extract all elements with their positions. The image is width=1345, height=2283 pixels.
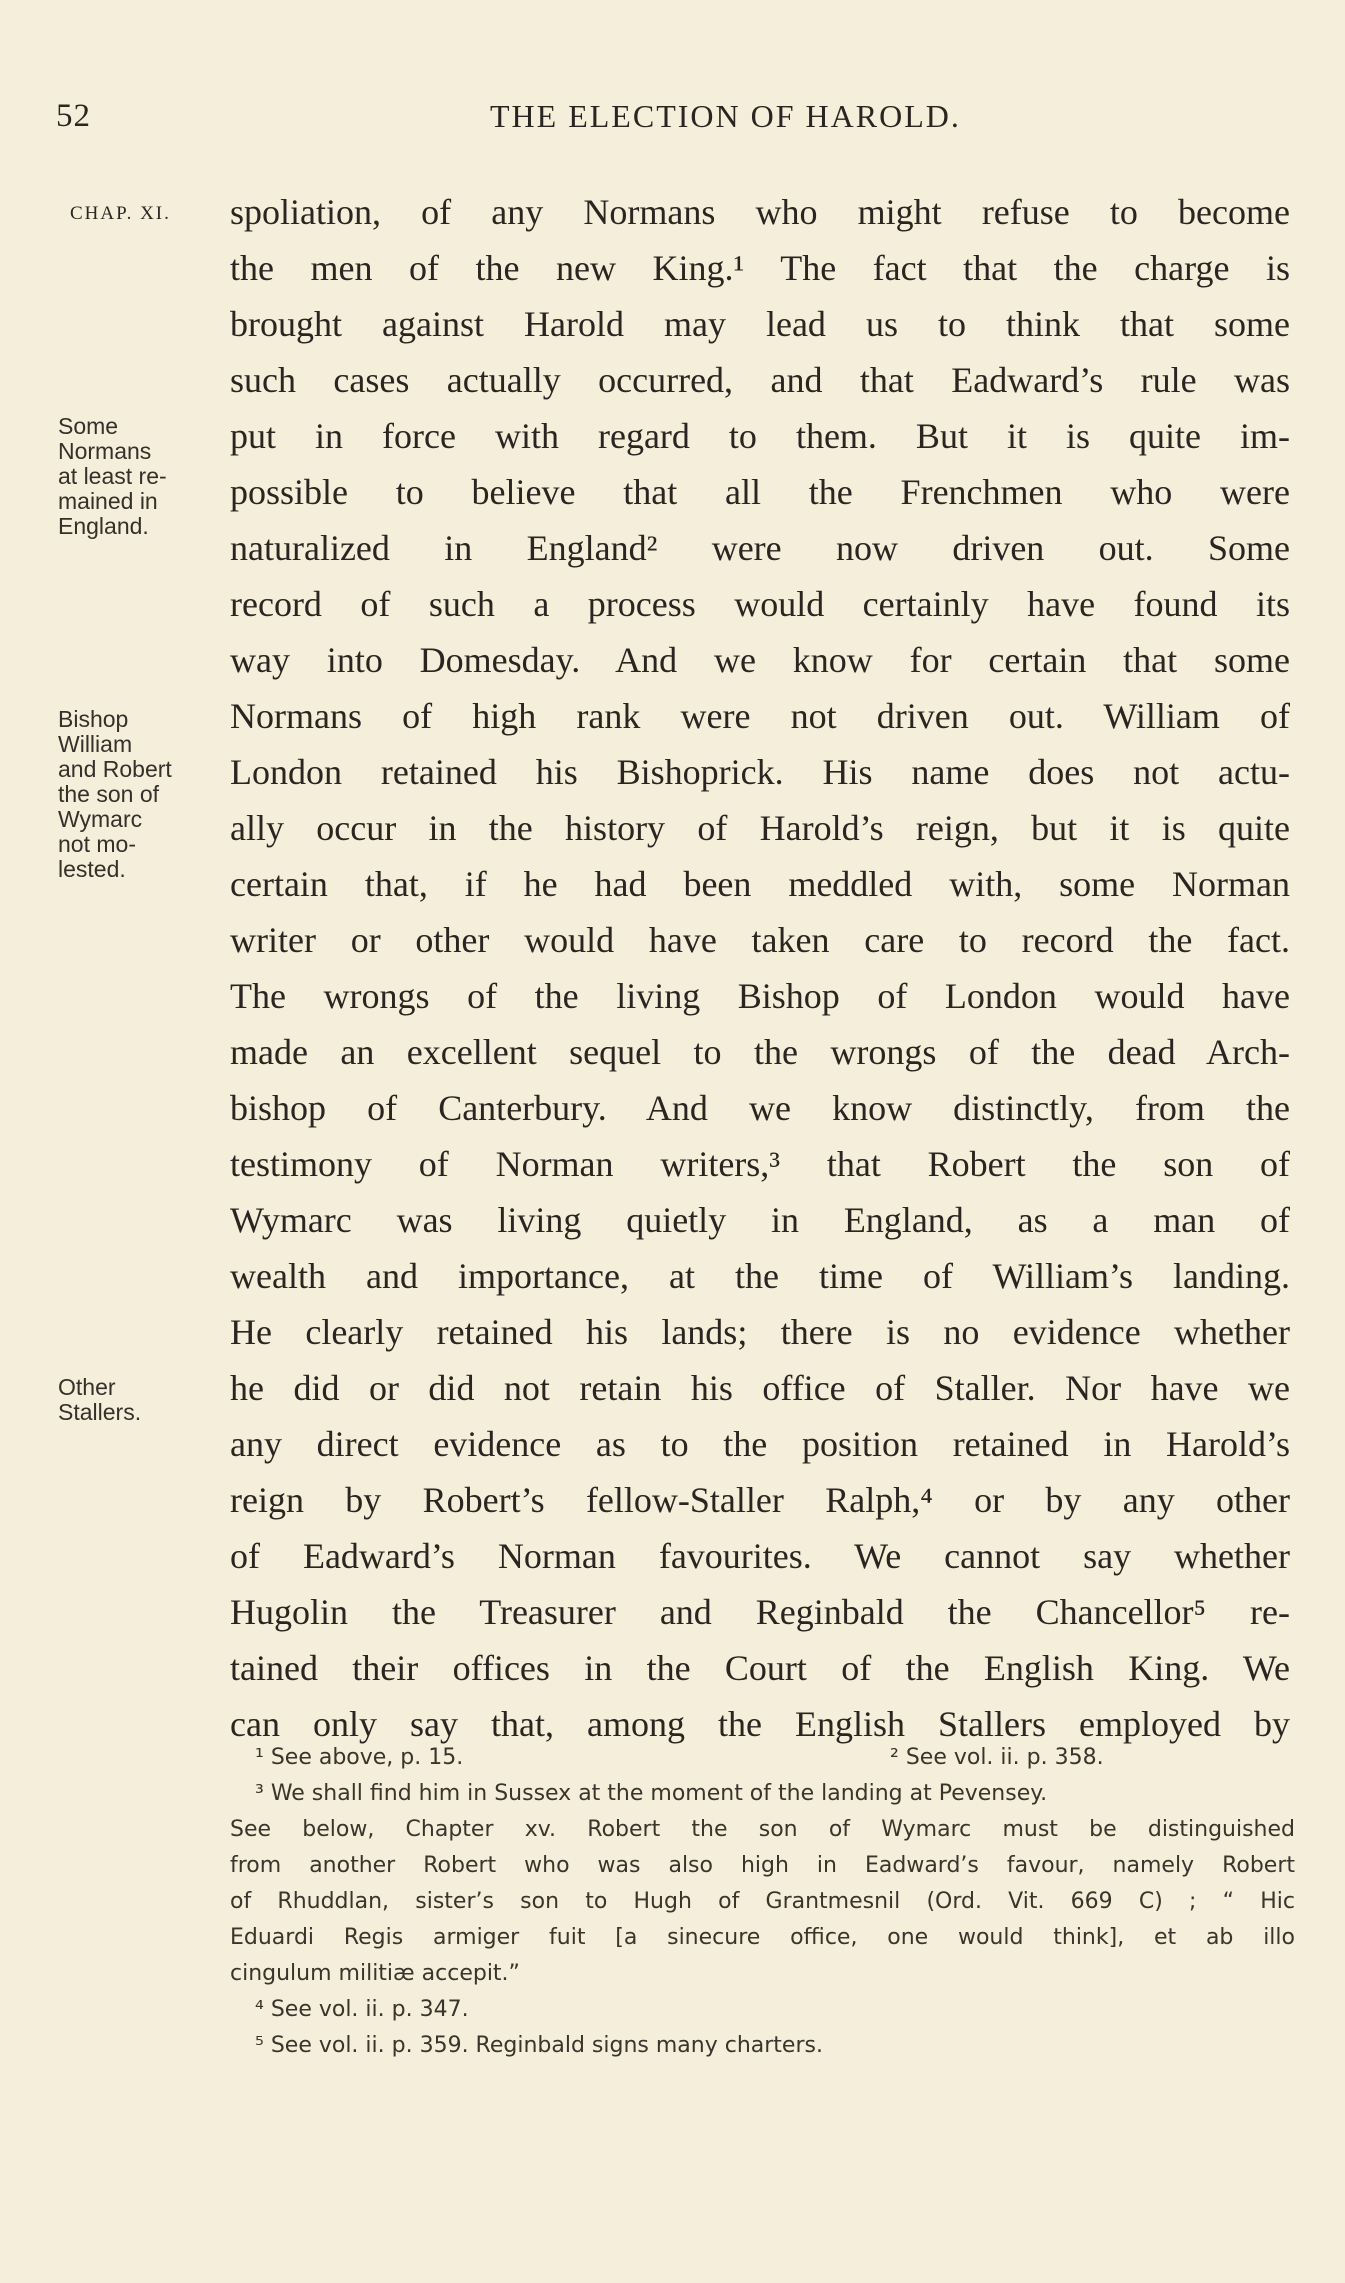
page-header <box>0 98 1345 148</box>
margin-note-line: Bishop <box>58 706 129 732</box>
margin-note-line: and Robert <box>58 756 172 782</box>
text-line: The wrongs of the living Bishop of London would have <box>230 976 1290 1016</box>
text-line: spoliation, of any Normans who might refuse to become <box>230 192 1290 232</box>
footnote-5: ⁵ See vol. ii. p. 359. Reginbald signs many charters. <box>255 2033 823 2058</box>
text-line: record of such a process would certainly have found its <box>230 584 1290 624</box>
footnotes <box>230 1740 1295 2064</box>
footnote-3-line: See below, Chapter xv. Robert the son of Wymarc must be distinguished <box>230 1817 1295 1842</box>
margin-note-line: not mo- <box>58 831 136 857</box>
margin-note-line: England. <box>58 513 149 539</box>
margin-note-line: at least re- <box>58 463 167 489</box>
footnote-3-line: Eduardi Regis armiger fuit [a sinecure office, one would think], et ab illo <box>230 1925 1295 1950</box>
text-line: put in force with regard to them. But it is quite im- <box>230 416 1290 456</box>
margin-note-bishop-william <box>58 707 228 882</box>
margin-note-line: Wymarc <box>58 806 143 832</box>
text-line: can only say that, among the English Stallers employed by <box>230 1704 1290 1744</box>
text-line: tained their offices in the Court of the English King. We <box>230 1648 1290 1688</box>
footnote-2: ² See vol. ii. p. 358. <box>890 1745 1104 1770</box>
body-text <box>230 184 1290 1752</box>
text-line: way into Domesday. And we know for certain that some <box>230 640 1290 680</box>
margin-note-line: William <box>58 731 133 757</box>
text-line: wealth and importance, at the time of William’s landing. <box>230 1256 1290 1296</box>
margin-note-line: lested. <box>58 856 126 882</box>
margin-note-normans <box>58 414 228 539</box>
footnote-1: ¹ See above, p. 15. <box>255 1745 464 1770</box>
text-line: Normans of high rank were not driven out. William of <box>230 696 1290 736</box>
text-line: brought against Harold may lead us to think that some <box>230 304 1290 344</box>
margin-note-line: Other <box>58 1374 116 1400</box>
text-line: London retained his Bishoprick. His name does not actu- <box>230 752 1290 792</box>
page-number: 52 <box>56 98 91 134</box>
footnote-3-line: of Rhuddlan, sister’s son to Hugh of Grantmesnil (Ord. Vit. 669 C) ; “ Hic <box>230 1889 1295 1914</box>
text-line: writer or other would have taken care to record the fact. <box>230 920 1290 960</box>
chapter-label: CHAP. XI. <box>70 203 171 224</box>
text-line: ally occur in the history of Harold’s reign, but it is quite <box>230 808 1290 848</box>
margin-note-line: Some <box>58 413 119 439</box>
text-line: certain that, if he had been meddled with, some Norman <box>230 864 1290 904</box>
text-line: testimony of Norman writers,³ that Robert the son of <box>230 1144 1290 1184</box>
footnote-3-line: cingulum militiæ accepit.” <box>230 1961 520 1986</box>
text-line: bishop of Canterbury. And we know distinctly, from the <box>230 1088 1290 1128</box>
footnote-3-line: ³ We shall find him in Sussex at the moment of the landing at Pevensey. <box>255 1781 1048 1806</box>
text-line: Wymarc was living quietly in England, as a man of <box>230 1200 1290 1240</box>
text-line: made an excellent sequel to the wrongs of the dead Arch- <box>230 1032 1290 1072</box>
margin-note-line: Stallers. <box>58 1399 142 1425</box>
text-line: He clearly retained his lands; there is no evidence whether <box>230 1312 1290 1352</box>
footnote-4: ⁴ See vol. ii. p. 347. <box>255 1997 469 2022</box>
text-line: he did or did not retain his office of Staller. Nor have we <box>230 1368 1290 1408</box>
running-title: THE ELECTION OF HAROLD. <box>490 98 961 134</box>
footnote-3-line: from another Robert who was also high in Eadward’s favour, namely Robert <box>230 1853 1295 1878</box>
text-line: possible to believe that all the Frenchmen who were <box>230 472 1290 512</box>
text-line: reign by Robert’s fellow-Staller Ralph,⁴ or by any other <box>230 1480 1290 1520</box>
margin-note-line: mained in <box>58 488 158 514</box>
footnote-row-1-2 <box>230 1740 1295 1776</box>
text-line: the men of the new King.¹ The fact that the charge is <box>230 248 1290 288</box>
text-line: of Eadward’s Norman favourites. We cannot say whether <box>230 1536 1290 1576</box>
text-line: any direct evidence as to the position retained in Harold’s <box>230 1424 1290 1464</box>
text-line: Hugolin the Treasurer and Reginbald the Chancellor⁵ re- <box>230 1592 1290 1632</box>
text-line: naturalized in England² were now driven out. Some <box>230 528 1290 568</box>
margin-note-other-stallers <box>58 1375 228 1425</box>
text-line: such cases actually occurred, and that Eadward’s rule was <box>230 360 1290 400</box>
margin-note-line: the son of <box>58 781 160 807</box>
margin-note-line: Normans <box>58 438 152 464</box>
